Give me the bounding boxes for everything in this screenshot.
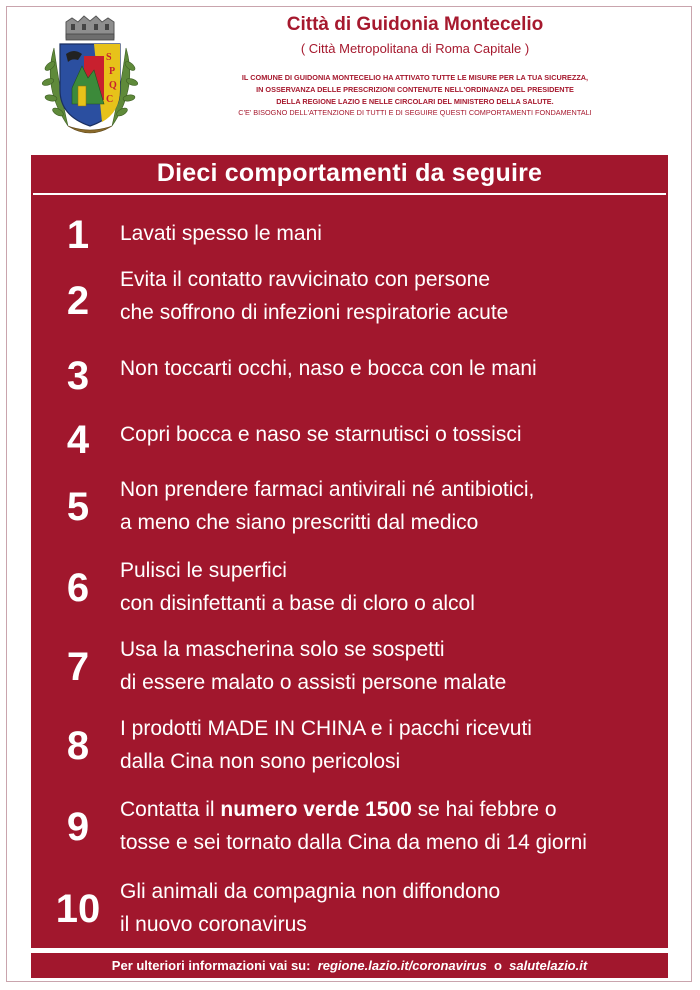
header-notice (150, 72, 680, 108)
item-text-part: Contatta il (120, 798, 221, 821)
svg-text:P: P (109, 66, 116, 77)
link-regione-lazio[interactable]: regione.lazio.it/coronavirus (317, 958, 487, 973)
svg-text:Q: Q (109, 80, 117, 91)
item-number: 6 (66, 566, 90, 610)
footer-separator: o (493, 958, 502, 973)
behaviours-panel (31, 155, 668, 948)
item-number: 4 (66, 418, 90, 462)
city-title: Città di Guidonia Montecelio (286, 14, 544, 35)
item-text: di essere malato o assisti persone malate (120, 671, 507, 694)
item-number: 7 (66, 645, 90, 689)
item-text: Pulisci le superfici (120, 559, 287, 582)
item-text: Evita il contatto ravvicinato con persone (120, 268, 491, 291)
panel-title: Dieci comportamenti da seguire (156, 159, 543, 187)
footer-label: Per ulteriori informazioni vai su: (111, 958, 311, 973)
header-notice-line: IN OSSERVANZA DELLE PRESCRIZIONI CONTENUTE NELL'ORDINANZA DEL PRESIDENTE (256, 85, 574, 94)
item-text: Non prendere farmaci antivirali né antibiotici, (120, 478, 535, 501)
link-salutelazio[interactable]: salutelazio.it (509, 958, 588, 973)
item-number: 8 (66, 724, 90, 768)
item-text: tosse e sei tornato dalla Cina da meno di 14 giorni (120, 831, 587, 854)
item-text: Non toccarti occhi, naso e bocca con le mani (120, 357, 537, 380)
toll-free-number: numero verde 1500 (220, 798, 412, 821)
item-number: 3 (66, 354, 90, 398)
city-subtitle: ( Città Metropolitana di Roma Capitale ) (300, 41, 530, 56)
item-number: 1 (66, 213, 90, 257)
item-text: Gli animali da compagnia non diffondono (120, 880, 501, 903)
header-notice-line: DELLA REGIONE LAZIO E NELLE CIRCOLARI DEL MINISTERO DELLA SALUTE. (276, 97, 554, 106)
item-number: 9 (66, 805, 90, 849)
item-text: con disinfettanti a base di cloro o alcol (120, 592, 475, 615)
coat-of-arms-logo (38, 8, 142, 142)
footer-bar (31, 953, 668, 978)
item-number: 5 (66, 485, 90, 529)
item-text: I prodotti MADE IN CHINA e i pacchi ricevuti (120, 717, 532, 740)
item-text: che soffrono di infezioni respiratorie acute (120, 301, 509, 324)
item-text: Usa la mascherina solo se sospetti (120, 638, 445, 661)
header-notice-line: IL COMUNE DI GUIDONIA MONTECELIO HA ATTIVATO TUTTE LE MISURE PER LA TUA SICUREZZA, (241, 73, 589, 82)
item-text: dalla Cina non sono pericolosi (120, 750, 401, 773)
svg-text:S: S (106, 52, 112, 63)
item-text: Copri bocca e naso se starnutisci o tossisci (120, 423, 522, 446)
item-text: a meno che siano prescritti dal medico (120, 511, 479, 534)
panel-divider (33, 193, 666, 195)
item-text: Lavati spesso le mani (120, 222, 322, 245)
header-note: C'E' BISOGNO DELL'ATTENZIONE DI TUTTI E DI SEGUIRE QUESTI COMPORTAMENTI FONDAMENTALI (238, 108, 592, 117)
item-number: 2 (66, 279, 90, 323)
item-number: 10 (55, 887, 101, 931)
item-text: il nuovo coronavirus (120, 913, 307, 936)
item-text-part: se hai febbre o (411, 798, 557, 821)
svg-text:C: C (106, 94, 114, 105)
item-text (120, 793, 557, 826)
crown-icon (66, 16, 114, 40)
